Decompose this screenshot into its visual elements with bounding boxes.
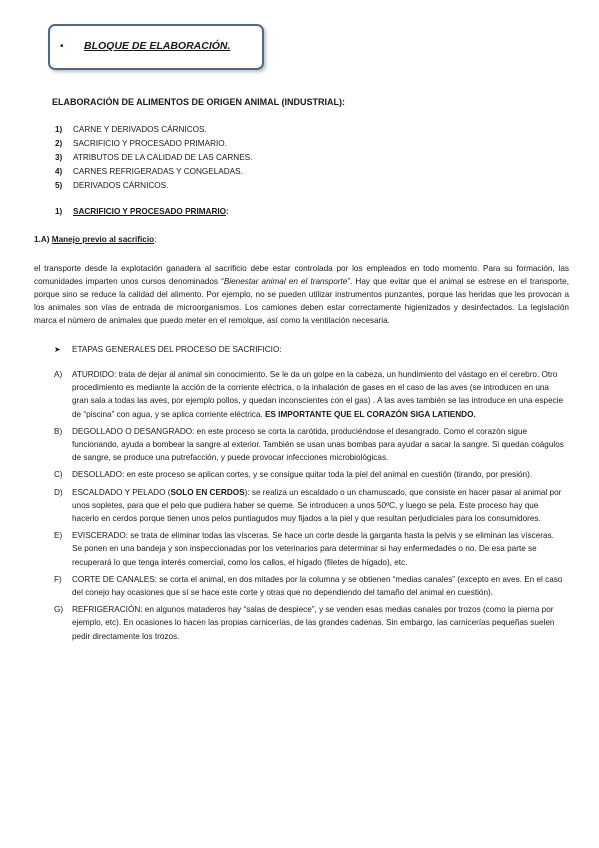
step-label: E) [54, 531, 63, 541]
step-label: B) [54, 426, 63, 436]
subsection-title: SACRIFICIO Y PROCESADO PRIMARIO [73, 207, 227, 216]
intro-text-2: ”. Hay que evitar que el animal se estrese en el transporte, porque sino se reduce la calidad del alimento. Por ejemplo, no se pueden utilizar instrumentos punzantes, porque las heridas que les provocan a los animales son vías de entrada de microorganismos. Los camiones deben estar correctamente higienizados y desinfectados. La legislación marca el número de animales que puedo meter en el remolque, así como la ventilación necesaria. [34, 277, 570, 325]
step-label: G) [54, 605, 64, 615]
list-item [54, 529, 566, 569]
toc-number: 5) [55, 181, 63, 190]
section-a-heading [34, 234, 156, 246]
list-item [54, 573, 566, 599]
step-label: D) [54, 487, 63, 497]
subsection-heading [55, 206, 229, 218]
list-item [54, 468, 566, 481]
intro-text-1: el transporte desde la explotación ganadera al sacrificio debe estar controlada por los empleados en todo momento. Para su formación, las comunidades imparten unos cursos denominados “ [34, 264, 569, 286]
toc-item [55, 180, 252, 194]
section-a-label: 1.A) [34, 235, 50, 244]
toc-text: ATRIBUTOS DE LA CALIDAD DE LAS CARNES. [73, 153, 253, 162]
toc-item [55, 124, 252, 138]
header-title: BLOQUE DE ELABORACIÓN. [84, 40, 231, 52]
intro-paragraph [34, 262, 569, 327]
step-label: F) [54, 574, 62, 584]
table-of-contents [55, 124, 252, 194]
toc-item [55, 152, 252, 166]
stages-heading [54, 344, 282, 356]
list-item [54, 368, 566, 421]
toc-item [55, 166, 252, 180]
step-text: CORTE DE CANALES: se corta el animal, en dos mitades por la columna y se obtienen “medias canales” (excepto en aves. En el caso del conejo hay ocasiones que sí se hace este corte y otras que no dependiendo del tamaño del animal en cuestión). [72, 574, 563, 598]
header-bullet: • [60, 41, 64, 52]
arrow-bullet-icon: ➤ [54, 345, 61, 354]
toc-text: CARNES REFRIGERADAS Y CONGELADAS. [73, 167, 243, 176]
section-title: ELABORACIÓN DE ALIMENTOS DE ORIGEN ANIMAL (INDUSTRIAL): [52, 97, 345, 107]
section-a-suffix: : [154, 235, 157, 244]
subsection-number: 1) [55, 207, 63, 216]
toc-text: DERIVADOS CÁRNICOS. [73, 181, 169, 190]
subsection-suffix: : [226, 207, 229, 216]
steps-list [54, 368, 566, 647]
list-item [54, 486, 566, 526]
step-body [72, 368, 566, 421]
step-body [72, 486, 566, 526]
section-a-title: Manejo previo al sacrificio [51, 235, 155, 244]
step-label: A) [54, 370, 63, 379]
step-text: ): se realiza un escaldado o un chamuscado, que consiste en hacer pasar al animal por unos sopletes, para que el pelo que pudiera haber se queme. Se introducen a unos 50ºC, y luego se pela. Este proceso hay que hacerlo en cerdos porque tienen unos pelos puntiagudos muy fijados a la piel y que resultan perjudiciales para los consumidores. [72, 487, 562, 524]
step-bold-text: SOLO EN CERDOS [170, 487, 245, 497]
step-text: DESOLLADO: en este proceso se aplican cortes, y se consigue quitar toda la piel del animal en cuestión (tirando, por presión). [72, 470, 533, 480]
toc-number: 4) [55, 167, 63, 176]
toc-text: CARNE Y DERIVADOS CÁRNICOS. [73, 125, 207, 134]
step-text: DEGOLLADO O DESANGRADO: en este proceso se corta la carótida, produciéndose el desangrado. Como el corazón sigue funcionando, ayuda a bombear la sangre al exterior. También se usan unas bombas para ayudar a sacar la sangre. Si quedan coágulos de sangre, se produce una putrefacción, y puede provocar infecciones microbiológicas. [72, 426, 564, 463]
header-box [48, 24, 264, 70]
step-text: REFRIGERACIÓN: en algunos mataderos hay “salas de despiece”, y se venden esas medias canales por trozos (como la pierna por ejemplo, etc). En ocasiones lo hacen las propias carnicerías, de las grandes cadenas. Sin embargo, las carnicerías pequeñas suelen pedir directamente los trozos. [72, 605, 555, 641]
step-text: ESCALDADO Y PELADO ( [72, 487, 171, 497]
list-item [54, 603, 566, 643]
step-text: ATURDIDO: trata de dejar al animal sin conocimiento. Se le da un golpe en la cabeza, un hundimiento del vástago en el cerebro. Otro procedimiento es mediante la acción de la corriente eléctrica, o la inhalación de gases en el caso de las aves (se introducen en una gran sala a todas las aves, por ejemplo pollos, y quedan inconscientes con el gas) . A las aves también se las introduce en una especie de “piscina” con agua, y se aplica corriente eléctrica. [72, 370, 564, 419]
toc-number: 2) [55, 139, 63, 148]
step-label: C) [54, 470, 63, 480]
toc-text: SACRIFICIO Y PROCESADO PRIMARIO. [73, 139, 227, 148]
step-bold-text: ES IMPORTANTE QUE EL CORAZÓN SIGA LATIENDO. [264, 409, 476, 419]
list-item [54, 425, 566, 465]
step-text: EVISCERADO: se trata de eliminar todas las vísceras. Se hace un corte desde la garganta hasta la pelvis y se eliminan las vísceras. Se ponen en una bandeja y son inspeccionadas por los veterinarios para determinar si hay enfermedades o no. De esa parte se recuperará lo que tenga interés comercial, como los callos, el hígado (filetes de hígado), etc. [72, 531, 554, 567]
toc-number: 3) [55, 153, 63, 162]
toc-number: 1) [55, 125, 63, 134]
toc-item [55, 138, 252, 152]
stages-heading-text: ETAPAS GENERALES DEL PROCESO DE SACRIFICIO: [72, 345, 282, 354]
intro-italic: Bienestar animal en el transporte [223, 277, 348, 286]
